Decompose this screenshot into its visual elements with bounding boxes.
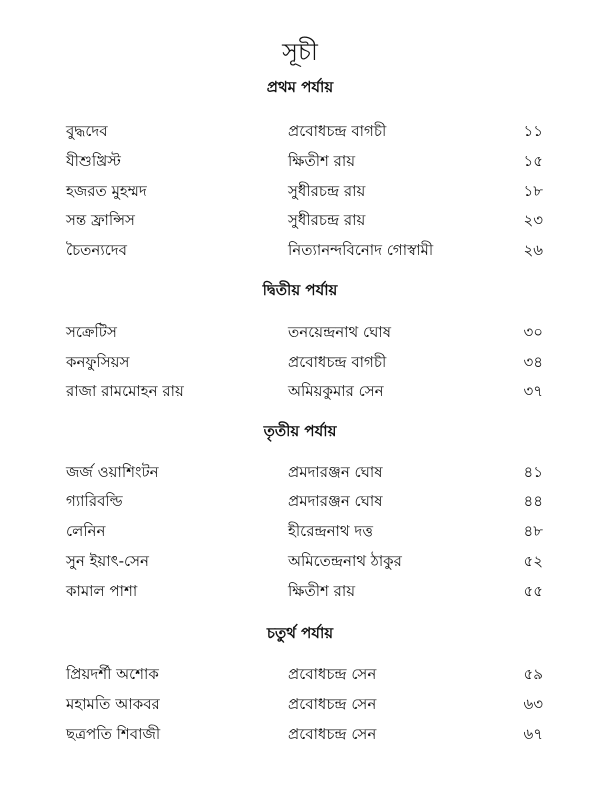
toc-entry (0, 489, 600, 513)
entry-page-number: ৫২ (523, 552, 543, 570)
entry-author: ক্ষিতীশ রায় (288, 152, 356, 170)
entry-page-number: ৪১ (523, 463, 543, 481)
entry-name: সুন ইয়াৎ-সেন (66, 552, 149, 570)
toc-entry (0, 722, 600, 746)
entry-author: সুধীরচন্দ্র রায় (288, 182, 366, 200)
entry-author: অমিয়কুমার সেন (288, 382, 384, 400)
entry-author: নিত্যানন্দবিনোদ গোস্বামী (288, 241, 434, 259)
entry-name: সন্ত ফ্রান্সিস (66, 211, 135, 229)
toc-entry (0, 238, 600, 262)
entry-name: কনফুসিয়স (66, 353, 130, 371)
entry-name: যীশুখ্রিস্ট (66, 152, 121, 170)
section-heading-1: প্রথম পর্যায় (266, 78, 334, 96)
toc-entry (0, 119, 600, 143)
entry-page-number: ২৩ (523, 211, 543, 229)
toc-entry (0, 549, 600, 573)
entry-page-number: ১৮ (523, 182, 543, 200)
entry-name: প্রিয়দর্শী অশোক (66, 665, 159, 683)
toc-entry (0, 692, 600, 716)
entry-author: তনয়েন্দ্রনাথ ঘোষ (288, 323, 391, 341)
entry-author: সুধীরচন্দ্র রায় (288, 211, 366, 229)
entry-page-number: ৩৭ (523, 382, 543, 400)
page-title: সূচী (282, 38, 318, 66)
entry-name: হজরত মুহম্মদ (66, 182, 147, 200)
entry-name: গ্যারিবল্ডি (66, 492, 123, 510)
entry-name: ছত্রপতি শিবাজী (66, 725, 161, 743)
entry-author: প্রবোধচন্দ্র সেন (288, 665, 377, 683)
entry-page-number: ৫৯ (523, 665, 543, 683)
toc-entry (0, 579, 600, 603)
entry-page-number: ২৬ (523, 241, 543, 259)
entry-author: অমিতেন্দ্রনাথ ঠাকুর (288, 552, 402, 570)
entry-name: মহামতি আকবর (66, 695, 160, 713)
toc-entry (0, 208, 600, 232)
toc-entry (0, 460, 600, 484)
entry-name: চৈতন্যদেব (66, 241, 127, 259)
entry-author: প্রবোধচন্দ্র বাগচী (288, 353, 387, 371)
entry-author: প্রবোধচন্দ্র সেন (288, 725, 377, 743)
entry-author: প্রমদারঞ্জন ঘোষ (288, 492, 383, 510)
entry-page-number: ৩৪ (523, 353, 543, 371)
entry-page-number: ৬৭ (523, 725, 543, 743)
entry-page-number: ৬৩ (523, 695, 543, 713)
entry-name: জর্জ ওয়াশিংটন (66, 463, 159, 481)
entry-page-number: ৪৮ (523, 522, 543, 540)
entry-name: রাজা রামমোহন রায় (66, 382, 184, 400)
entry-page-number: ৫৫ (523, 582, 543, 600)
entry-author: প্রবোধচন্দ্র সেন (288, 695, 377, 713)
section-heading-3: তৃতীয় পর্যায় (263, 422, 337, 440)
toc-entry (0, 179, 600, 203)
toc-entry (0, 320, 600, 344)
entry-name: বুদ্ধদেব (66, 122, 108, 140)
entry-page-number: ১১ (523, 122, 543, 140)
toc-entry (0, 519, 600, 543)
entry-name: লেনিন (66, 522, 106, 540)
entry-name: কামাল পাশা (66, 582, 138, 600)
section-heading-2: দ্বিতীয় পর্যায় (262, 281, 338, 299)
entry-page-number: ৪৪ (523, 492, 543, 510)
entry-author: প্রমদারঞ্জন ঘোষ (288, 463, 383, 481)
entry-author: হীরেন্দ্রনাথ দত্ত (288, 522, 373, 540)
entry-author: প্রবোধচন্দ্র বাগচী (288, 122, 387, 140)
toc-entry (0, 662, 600, 686)
toc-entry (0, 379, 600, 403)
toc-entry (0, 149, 600, 173)
entry-page-number: ১৫ (523, 152, 543, 170)
entry-page-number: ৩০ (523, 323, 543, 341)
section-heading-4: চতুর্থ পর্যায় (266, 624, 334, 642)
entry-name: সক্রেটিস (66, 323, 117, 341)
entry-author: ক্ষিতীশ রায় (288, 582, 356, 600)
toc-entry (0, 350, 600, 374)
